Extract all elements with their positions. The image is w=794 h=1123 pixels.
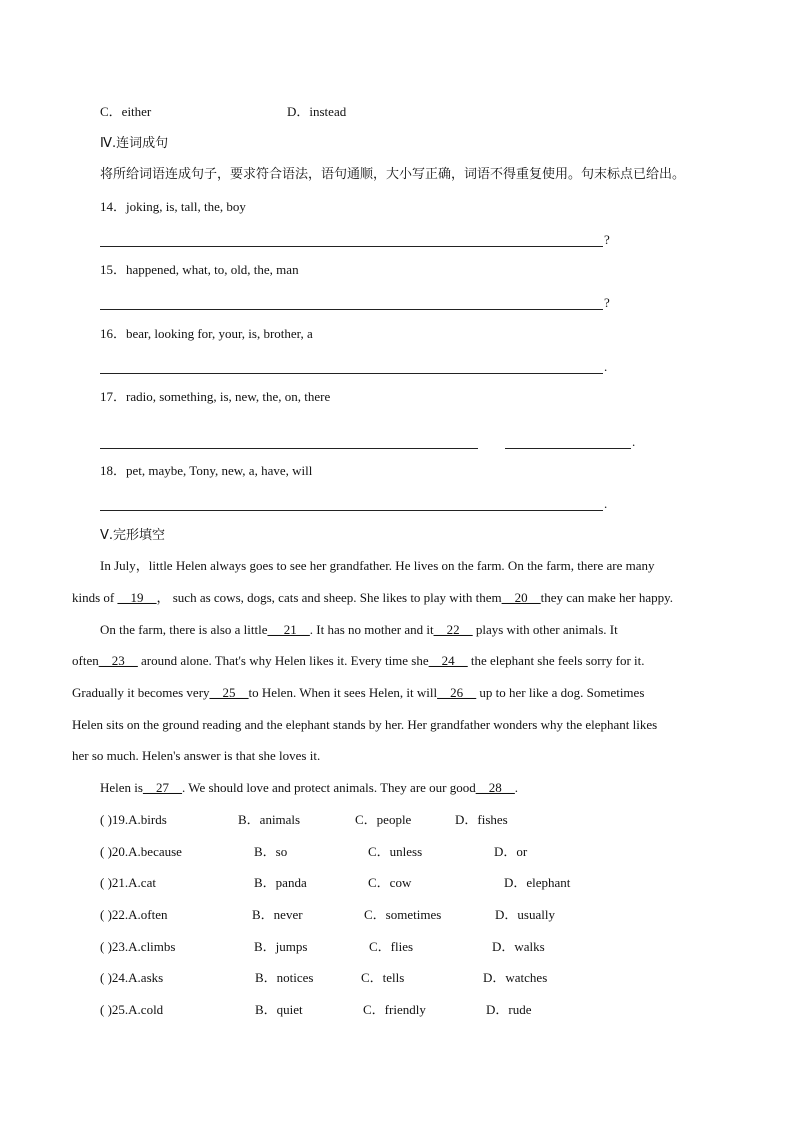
choice-21-d[interactable]: D．elephant [504, 875, 571, 890]
blank-24[interactable]: __24__ [428, 653, 468, 668]
question-18-end-mark: . [604, 496, 608, 511]
choice-24-d[interactable]: D．watches [483, 970, 548, 985]
choice-25-a[interactable]: ( )25.A.cold [100, 1002, 164, 1017]
passage-p1-line2: kinds of __19__， such as cows, dogs, cats and sheep. She likes to play with them__20__they can make her happy. [72, 590, 674, 605]
choice-22-c[interactable]: C．sometimes [364, 907, 442, 922]
answer-line-17b[interactable] [505, 448, 631, 449]
choice-24-b[interactable]: B．notices [255, 970, 314, 985]
passage-p3: Helen is__27__. We should love and protect animals. They are our good__28__. [100, 780, 519, 795]
choice-25-b[interactable]: B．quiet [255, 1002, 303, 1017]
passage-p2-line3: Gradually it becomes very__25__to Helen. When it sees Helen, it will__26__ up to her like a dog. Sometimes [72, 685, 645, 700]
blank-27[interactable]: __27__ [142, 780, 182, 795]
question-16-prompt: 16．bear, looking for, your, is, brother, a [100, 326, 313, 341]
choice-20-b[interactable]: B．so [254, 844, 288, 859]
option-c-either: C．either [100, 104, 152, 119]
choice-23-d[interactable]: D．walks [492, 939, 545, 954]
blank-21[interactable]: __ 21__ [267, 622, 310, 637]
option-d-instead: D．instead [287, 104, 347, 119]
choice-21-a[interactable]: ( )21.A.cat [100, 875, 156, 890]
passage-p2-line2: often__23__ around alone. That's why Helen likes it. Every time she__24__ the elephant she feels sorry for it. [72, 653, 645, 668]
passage-p2-line5: her so much. Helen's answer is that she loves it. [72, 748, 321, 763]
blank-26[interactable]: __26__ [437, 685, 477, 700]
choice-25-c[interactable]: C．friendly [363, 1002, 426, 1017]
choice-24-c[interactable]: C．tells [361, 970, 405, 985]
choice-19-c[interactable]: C．people [355, 812, 412, 827]
choice-20-d[interactable]: D．or [494, 844, 528, 859]
choice-23-a[interactable]: ( )23.A.climbs [100, 939, 176, 954]
section-4-heading: Ⅳ.连词成句 [100, 136, 169, 151]
choice-22-d[interactable]: D．usually [495, 907, 555, 922]
blank-25[interactable]: __25__ [209, 685, 249, 700]
passage-p2-line1: On the farm, there is also a little__ 21__. It has no mother and it__22__ plays with other animals. It [100, 622, 618, 637]
answer-line-16[interactable] [100, 373, 603, 374]
question-14-prompt: 14．joking, is, tall, the, boy [100, 199, 246, 214]
question-15-prompt: 15．happened, what, to, old, the, man [100, 262, 299, 277]
passage-p2-line4: Helen sits on the ground reading and the elephant stands by her. Her grandfather wonders why the elephant likes [72, 717, 658, 732]
blank-19[interactable]: __19__ [117, 590, 157, 605]
choice-20-a[interactable]: ( )20.A.because [100, 844, 182, 859]
choice-23-b[interactable]: B．jumps [254, 939, 308, 954]
answer-line-15[interactable] [100, 309, 603, 310]
blank-23[interactable]: __23__ [98, 653, 138, 668]
section-5-heading: Ⅴ.完形填空 [100, 528, 166, 543]
question-18-prompt: 18．pet, maybe, Tony, new, a, have, will [100, 463, 313, 478]
question-17-prompt: 17．radio, something, is, new, the, on, there [100, 389, 331, 404]
blank-28[interactable]: __28__ [475, 780, 515, 795]
answer-line-18[interactable] [100, 510, 603, 511]
choice-19-b[interactable]: B．animals [238, 812, 301, 827]
question-15-end-mark: ? [604, 295, 610, 310]
choice-22-a[interactable]: ( )22.A.often [100, 907, 168, 922]
choice-21-b[interactable]: B．panda [254, 875, 307, 890]
choice-20-c[interactable]: C．unless [368, 844, 423, 859]
passage-p1-line1: In July，little Helen always goes to see her grandfather. He lives on the farm. On the farm, there are many [100, 558, 655, 573]
blank-22[interactable]: __22__ [433, 622, 473, 637]
choice-23-c[interactable]: C．flies [369, 939, 414, 954]
choice-22-b[interactable]: B．never [252, 907, 303, 922]
question-16-end-mark: . [604, 359, 608, 374]
blank-20[interactable]: __20__ [501, 590, 541, 605]
choice-24-a[interactable]: ( )24.A.asks [100, 970, 164, 985]
choice-19-a[interactable]: ( )19.A.birds [100, 812, 167, 827]
question-14-end-mark: ? [604, 232, 610, 247]
choice-25-d[interactable]: D．rude [486, 1002, 532, 1017]
question-17-end-mark: . [632, 434, 636, 449]
choice-19-d[interactable]: D．fishes [455, 812, 508, 827]
answer-line-14[interactable] [100, 246, 603, 247]
section-4-instruction: 将所给词语连成句子，要求符合语法，语句通顺，大小写正确，词语不得重复使用。句末标点已给出。 [100, 167, 686, 182]
answer-line-17a[interactable] [100, 448, 478, 449]
choice-21-c[interactable]: C．cow [368, 875, 412, 890]
